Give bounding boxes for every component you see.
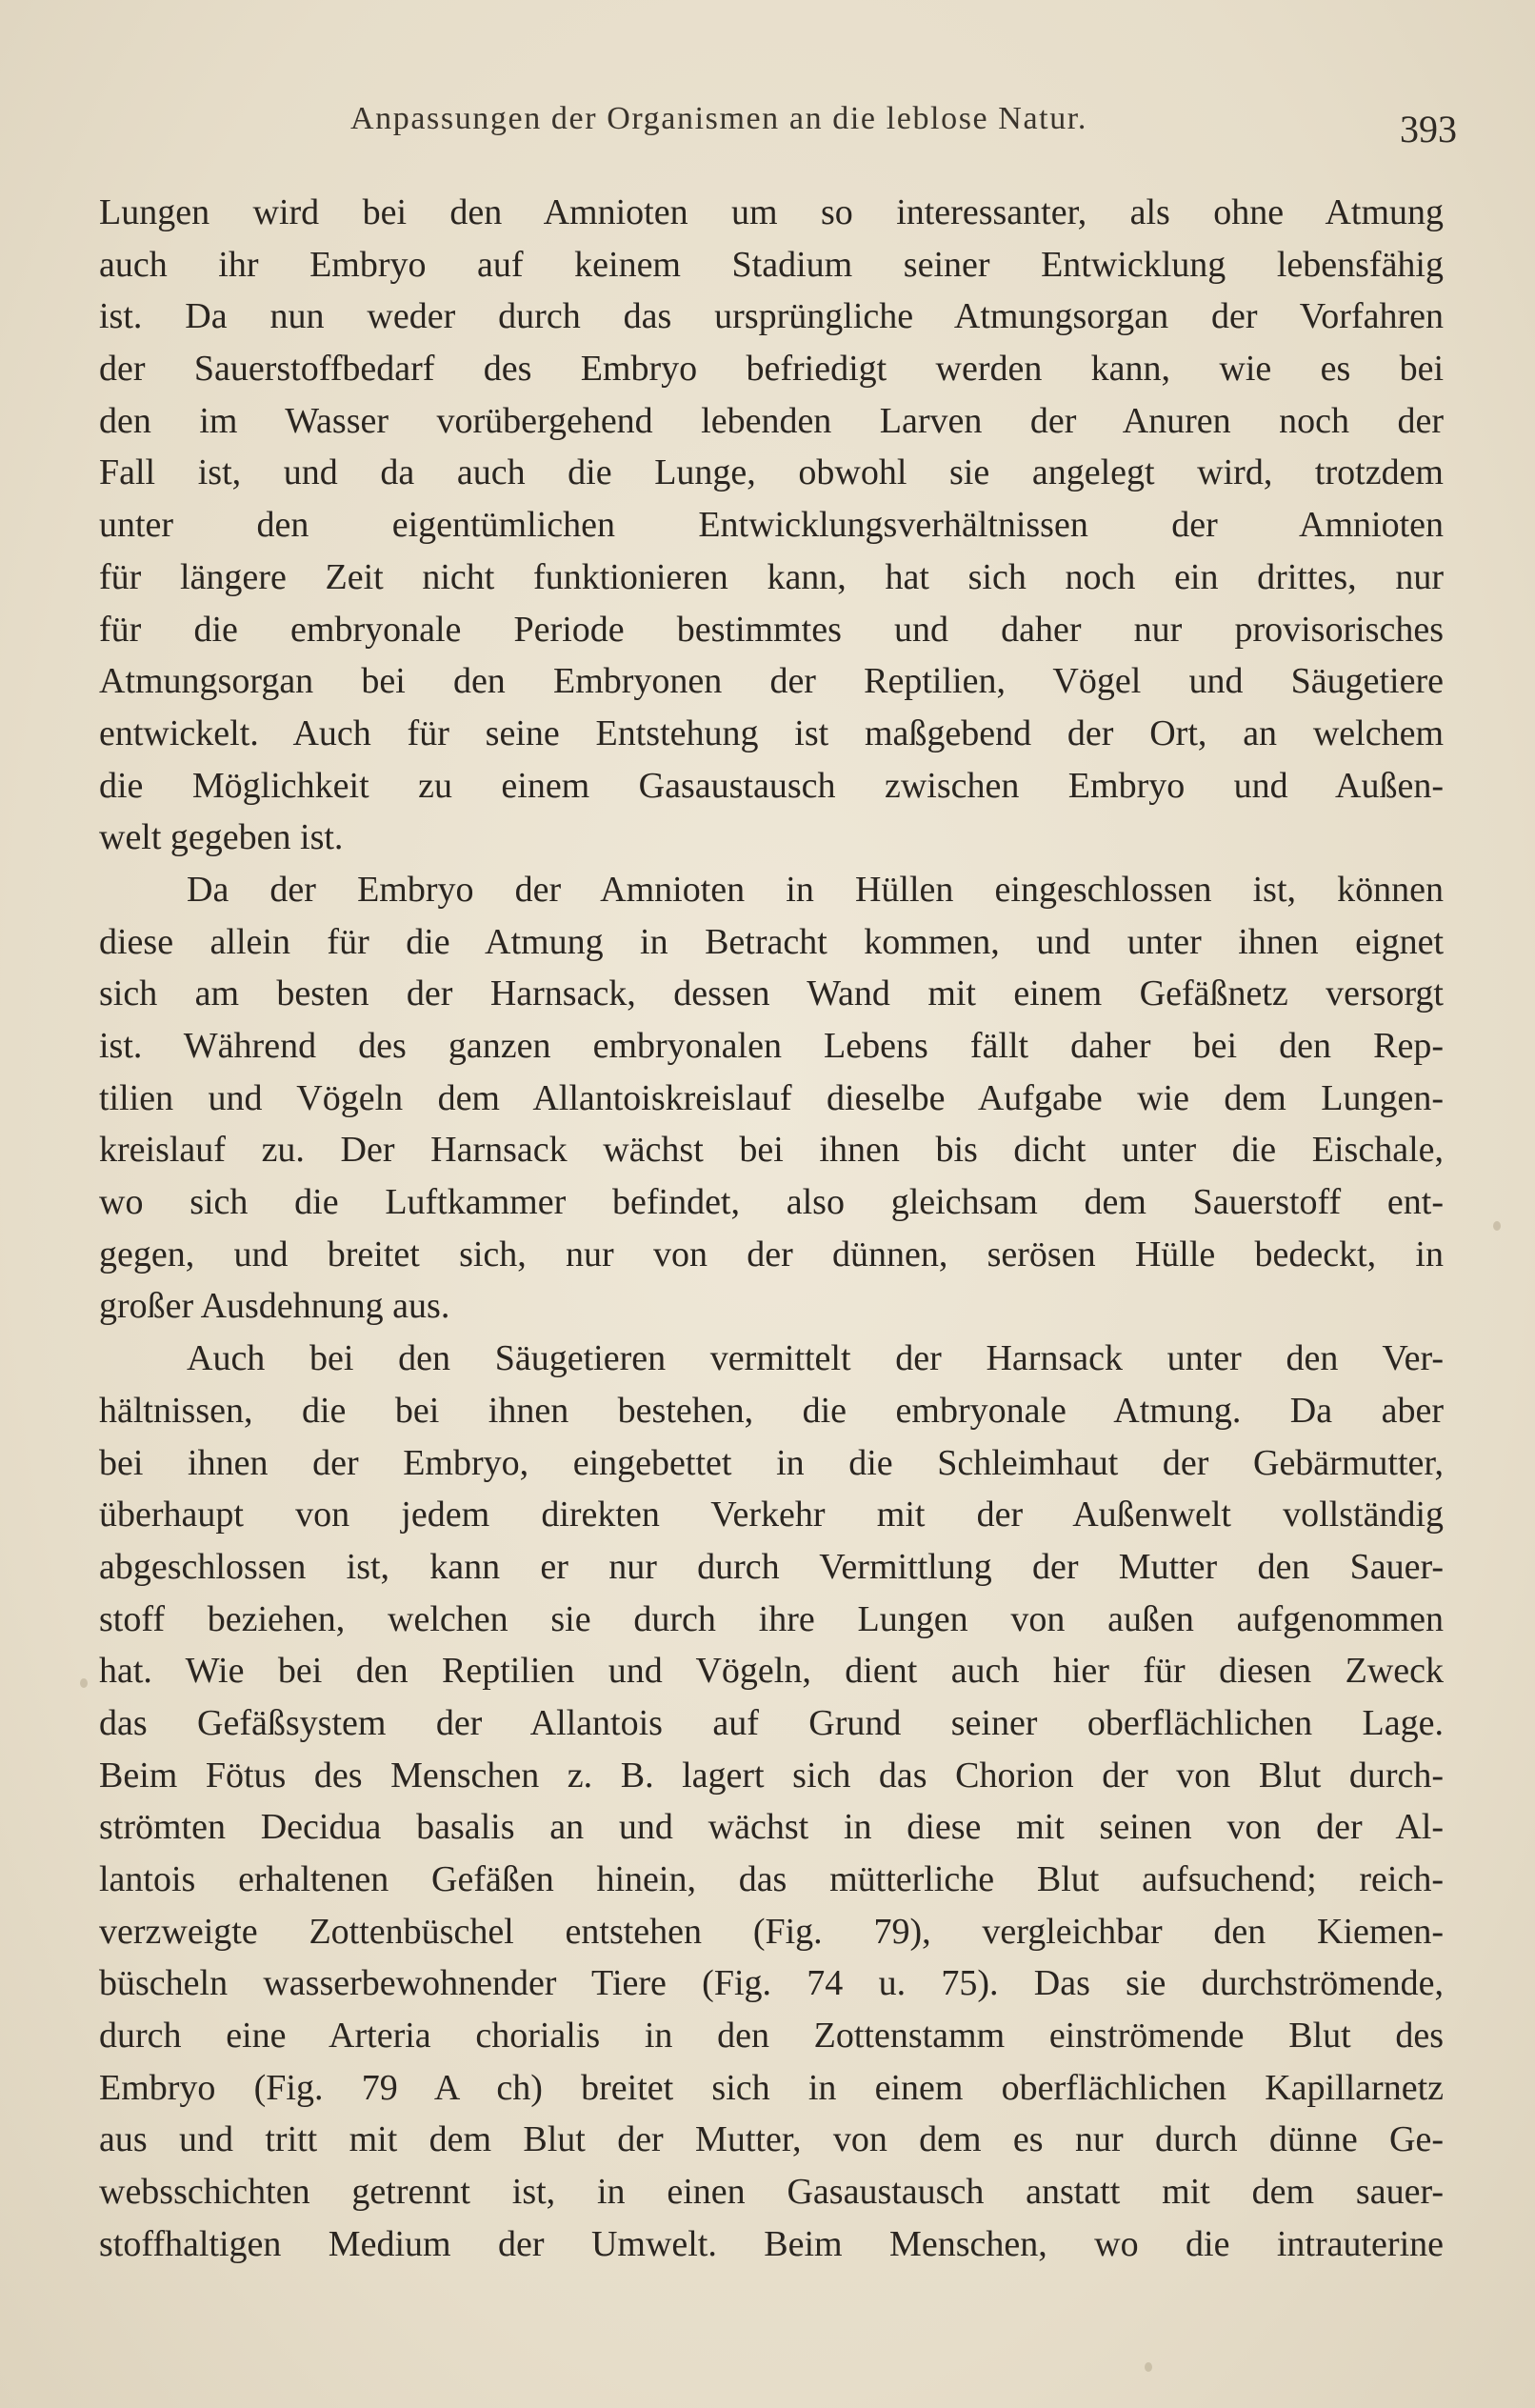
text-line: das Gefäßsystem der Allantois auf Grund seiner oberflächlichen Lage. (99, 1702, 1444, 1743)
text-line: stoff beziehen, welchen sie durch ihre Lungen von außen aufgenommen (99, 1598, 1444, 1639)
running-head (95, 93, 1457, 150)
text-line: der Sauerstoffbedarf des Embryo befriedigt werden kann, wie es bei (99, 349, 1444, 390)
text-line: sich am besten der Harnsack, dessen Wand mit einem Gefäßnetz versorgt (99, 973, 1444, 1014)
text-line: Da der Embryo der Amnioten in Hüllen eingeschlossen ist, können (187, 869, 1444, 910)
text-line: gegen, und breitet sich, nur von der dünnen, serösen Hülle bedeckt, in (99, 1234, 1444, 1274)
text-line: büscheln wasserbewohnender Tiere (Fig. 74 u. 75). Das sie durchströmende, (99, 1963, 1444, 2004)
text-line: Lungen wird bei den Amnioten um so interessanter, als ohne Atmung (99, 192, 1444, 232)
text-line: aus und tritt mit dem Blut der Mutter, von dem es nur durch dünne Ge- (99, 2119, 1444, 2160)
text-line: websschichten getrennt ist, in einen Gasaustausch anstatt mit dem sauer- (99, 2172, 1444, 2213)
print-speck (1493, 1221, 1501, 1231)
print-speck (80, 1678, 88, 1688)
text-line: stoffhaltigen Medium der Umwelt. Beim Menschen, wo die intrauterine (99, 2223, 1444, 2264)
text-line: kreislauf zu. Der Harnsack wächst bei ihnen bis dicht unter die Eischale, (99, 1130, 1444, 1171)
text-line: verzweigte Zottenbüschel entstehen (Fig. 79), vergleichbar den Kiemen- (99, 1911, 1444, 1952)
text-line: Atmungsorgan bei den Embryonen der Reptilien, Vögel und Säugetiere (99, 661, 1444, 702)
text-line: lantois erhaltenen Gefäßen hinein, das mütterliche Blut aufsuchend; reich- (99, 1859, 1444, 1899)
text-line: überhaupt von jedem direkten Verkehr mit der Außenwelt vollständig (99, 1495, 1444, 1535)
text-line: abgeschlossen ist, kann er nur durch Vermittlung der Mutter den Sauer- (99, 1546, 1444, 1587)
text-line: die Möglichkeit zu einem Gasaustausch zwischen Embryo und Außen- (99, 765, 1444, 806)
text-line: großer Ausdehnung aus. (99, 1286, 450, 1327)
body-text (99, 187, 1444, 2271)
text-line: entwickelt. Auch für seine Entstehung ist maßgebend der Ort, an welchem (99, 712, 1444, 753)
page-number: 393 (1400, 108, 1457, 150)
text-line: für längere Zeit nicht funktionieren kann, hat sich noch ein drittes, nur (99, 556, 1444, 597)
text-line: den im Wasser vorübergehend lebenden Larven der Anuren noch der (99, 400, 1444, 441)
print-speck (1145, 2362, 1152, 2372)
text-line: ist. Da nun weder durch das ursprüngliche Atmungsorgan der Vorfahren (99, 296, 1444, 337)
text-line: Embryo (Fig. 79 A ch) breitet sich in einem oberflächlichen Kapillarnetz (99, 2067, 1444, 2108)
text-line: ist. Während des ganzen embryonalen Lebens fällt daher bei den Rep- (99, 1026, 1444, 1066)
text-line: welt gegeben ist. (99, 817, 344, 858)
text-line: bei ihnen der Embryo, eingebettet in die Schleimhaut der Gebärmutter, (99, 1442, 1444, 1483)
text-line: durch eine Arteria chorialis in den Zottenstamm einströmende Blut des (99, 2016, 1444, 2057)
text-line: strömten Decidua basalis an und wächst in diese mit seinen von der Al- (99, 1807, 1444, 1848)
text-line: Fall ist, und da auch die Lunge, obwohl sie angelegt wird, trotzdem (99, 452, 1444, 493)
text-line: auch ihr Embryo auf keinem Stadium seiner Entwicklung lebensfähig (99, 244, 1444, 285)
text-line: unter den eigentümlichen Entwicklungsverhältnissen der Amnioten (99, 505, 1444, 546)
text-line: hältnissen, die bei ihnen bestehen, die embryonale Atmung. Da aber (99, 1390, 1444, 1431)
text-line: tilien und Vögeln dem Allantoiskreislauf dieselbe Aufgabe wie dem Lungen- (99, 1077, 1444, 1118)
running-title: Anpassungen der Organismen an die leblose Natur. (350, 101, 1087, 136)
text-line: für die embryonale Periode bestimmtes und daher nur provisorisches (99, 609, 1444, 650)
text-line: Auch bei den Säugetieren vermittelt der Harnsack unter den Ver- (187, 1338, 1444, 1379)
text-line: diese allein für die Atmung in Betracht kommen, und unter ihnen eignet (99, 921, 1444, 962)
text-line: wo sich die Luftkammer befindet, also gleichsam dem Sauerstoff ent- (99, 1182, 1444, 1223)
text-line: Beim Fötus des Menschen z. B. lagert sich das Chorion der von Blut durch- (99, 1755, 1444, 1796)
text-line: hat. Wie bei den Reptilien und Vögeln, dient auch hier für diesen Zweck (99, 1651, 1444, 1692)
